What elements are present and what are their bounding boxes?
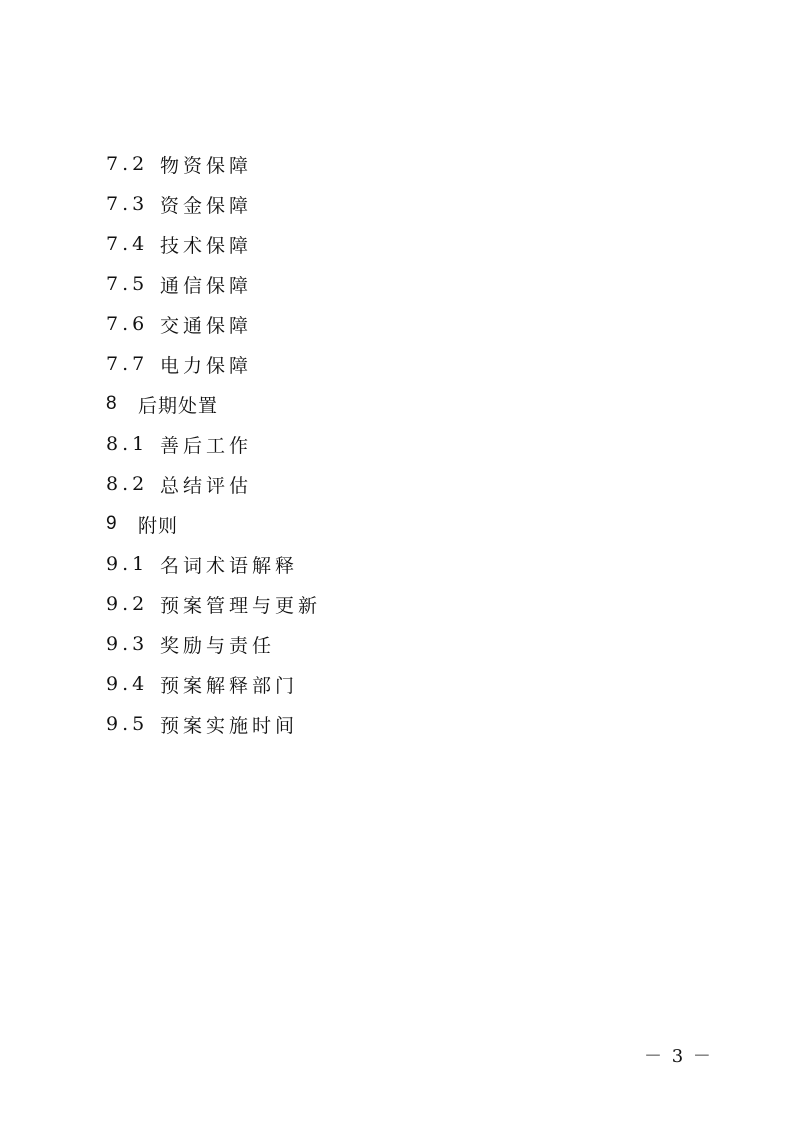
toc-item-label: 交通保障 — [160, 314, 253, 337]
toc-item-7-3 — [106, 184, 706, 224]
toc-item-number: 9.2 — [106, 593, 149, 615]
toc-item-label: 通信保障 — [160, 274, 253, 297]
toc-item-label: 电力保障 — [160, 354, 253, 377]
toc-section-8 — [106, 384, 706, 424]
toc-section-9 — [106, 504, 706, 544]
toc-item-7-6 — [106, 304, 706, 344]
toc-item-label: 预案管理与更新 — [160, 594, 322, 617]
toc-item-9-2 — [106, 584, 706, 624]
toc-item-9-4 — [106, 664, 706, 704]
table-of-contents — [106, 144, 706, 744]
toc-item-7-2 — [106, 144, 706, 184]
toc-item-number: 7.5 — [106, 273, 149, 295]
toc-item-number: 8.1 — [106, 433, 149, 455]
toc-section-number: 8 — [106, 393, 117, 414]
toc-item-7-7 — [106, 344, 706, 384]
toc-item-7-5 — [106, 264, 706, 304]
toc-item-8-1 — [106, 424, 706, 464]
toc-item-number: 7.6 — [106, 313, 149, 335]
toc-item-label: 物资保障 — [160, 154, 253, 177]
toc-item-number: 7.2 — [106, 153, 149, 175]
page-number: － 3 － — [644, 1046, 713, 1067]
toc-section-label: 附则 — [138, 514, 179, 537]
toc-item-9-1 — [106, 544, 706, 584]
toc-item-label: 善后工作 — [160, 434, 253, 457]
toc-section-number: 9 — [106, 513, 117, 534]
toc-item-8-2 — [106, 464, 706, 504]
toc-item-number: 7.3 — [106, 193, 149, 215]
toc-item-label: 技术保障 — [160, 234, 253, 257]
toc-item-9-3 — [106, 624, 706, 664]
toc-item-number: 9.1 — [106, 553, 149, 575]
toc-item-label: 名词术语解释 — [160, 554, 299, 577]
toc-item-label: 资金保障 — [160, 194, 253, 217]
toc-item-number: 9.4 — [106, 673, 149, 695]
toc-section-label: 后期处置 — [138, 394, 219, 417]
toc-item-label: 预案解释部门 — [160, 674, 299, 697]
toc-item-number: 8.2 — [106, 473, 149, 495]
toc-item-number: 9.5 — [106, 713, 149, 735]
toc-item-label: 预案实施时间 — [160, 714, 299, 737]
toc-item-number: 7.7 — [106, 353, 149, 375]
toc-item-label: 奖励与责任 — [160, 634, 276, 657]
toc-item-label: 总结评估 — [160, 474, 253, 497]
toc-item-9-5 — [106, 704, 706, 744]
toc-item-number: 7.4 — [106, 233, 149, 255]
toc-item-number: 9.3 — [106, 633, 149, 655]
toc-item-7-4 — [106, 224, 706, 264]
